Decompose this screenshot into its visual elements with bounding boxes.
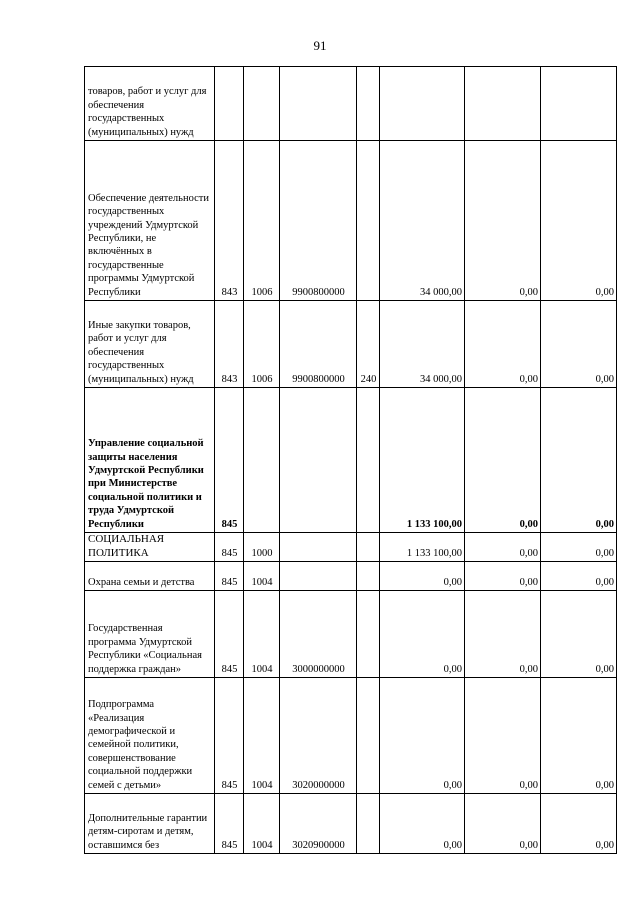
table-row bbox=[85, 562, 617, 591]
amount-2: 0,00 bbox=[465, 562, 541, 591]
amount-2: 0,00 bbox=[465, 141, 541, 301]
amount-3: 0,00 bbox=[541, 562, 617, 591]
table-row bbox=[85, 388, 617, 533]
target-article-code bbox=[280, 67, 357, 141]
target-article-code: 3020900000 bbox=[280, 794, 357, 854]
row-name: Управление социальной защиты населения Удмуртской Республики при Министерстве социальной политики и труда Удмуртской Республики bbox=[85, 388, 215, 533]
section-code: 1006 bbox=[244, 141, 280, 301]
amount-1: 0,00 bbox=[380, 794, 465, 854]
amount-2: 0,00 bbox=[465, 301, 541, 388]
amount-1: 34 000,00 bbox=[380, 301, 465, 388]
section-code bbox=[244, 67, 280, 141]
amount-1: 0,00 bbox=[380, 562, 465, 591]
row-name: Охрана семьи и детства bbox=[85, 562, 215, 591]
target-article-code: 9900800000 bbox=[280, 141, 357, 301]
table-row bbox=[85, 591, 617, 678]
section-code bbox=[244, 388, 280, 533]
amount-3: 0,00 bbox=[541, 301, 617, 388]
section-code: 1004 bbox=[244, 678, 280, 794]
budget-table bbox=[84, 66, 617, 854]
row-name: Иные закупки товаров, работ и услуг для обеспечения государственных (муниципальных) нужд bbox=[85, 301, 215, 388]
ved-code: 845 bbox=[215, 794, 244, 854]
expense-type-code bbox=[357, 533, 380, 562]
ved-code: 843 bbox=[215, 301, 244, 388]
amount-3: 0,00 bbox=[541, 678, 617, 794]
expense-type-code bbox=[357, 591, 380, 678]
table-row bbox=[85, 301, 617, 388]
table-row bbox=[85, 67, 617, 141]
amount-3: 0,00 bbox=[541, 388, 617, 533]
amount-2: 0,00 bbox=[465, 388, 541, 533]
ved-code: 845 bbox=[215, 562, 244, 591]
target-article-code bbox=[280, 533, 357, 562]
expense-type-code bbox=[357, 388, 380, 533]
amount-1 bbox=[380, 67, 465, 141]
section-code: 1000 bbox=[244, 533, 280, 562]
ved-code: 845 bbox=[215, 678, 244, 794]
expense-type-code bbox=[357, 794, 380, 854]
row-name: Обеспечение деятельности государственных учреждений Удмуртской Республики, не включённых в государственные программы Удмуртской Республики bbox=[85, 141, 215, 301]
ved-code: 843 bbox=[215, 141, 244, 301]
amount-1: 34 000,00 bbox=[380, 141, 465, 301]
expense-type-code bbox=[357, 678, 380, 794]
amount-3: 0,00 bbox=[541, 794, 617, 854]
section-code: 1004 bbox=[244, 562, 280, 591]
ved-code: 845 bbox=[215, 591, 244, 678]
page-number: 91 bbox=[313, 38, 327, 53]
ved-code: 845 bbox=[215, 388, 244, 533]
amount-2: 0,00 bbox=[465, 591, 541, 678]
amount-2: 0,00 bbox=[465, 533, 541, 562]
amount-2: 0,00 bbox=[465, 678, 541, 794]
table-row bbox=[85, 141, 617, 301]
ved-code bbox=[215, 67, 244, 141]
amount-3: 0,00 bbox=[541, 591, 617, 678]
target-article-code bbox=[280, 562, 357, 591]
amount-1: 1 133 100,00 bbox=[380, 533, 465, 562]
expense-type-code bbox=[357, 141, 380, 301]
row-name: Подпрограмма «Реализация демографической и семейной политики, совершенствование социальной поддержки семей с детьми» bbox=[85, 678, 215, 794]
amount-3: 0,00 bbox=[541, 141, 617, 301]
section-code: 1004 bbox=[244, 591, 280, 678]
amount-1: 0,00 bbox=[380, 678, 465, 794]
table-row bbox=[85, 794, 617, 854]
amount-2: 0,00 bbox=[465, 794, 541, 854]
amount-1: 1 133 100,00 bbox=[380, 388, 465, 533]
ved-code: 845 bbox=[215, 533, 244, 562]
target-article-code bbox=[280, 388, 357, 533]
amount-3 bbox=[541, 67, 617, 141]
section-code: 1004 bbox=[244, 794, 280, 854]
table-row bbox=[85, 533, 617, 562]
row-name: Государственная программа Удмуртской Республики «Социальная поддержка граждан» bbox=[85, 591, 215, 678]
expense-type-code: 240 bbox=[357, 301, 380, 388]
section-code: 1006 bbox=[244, 301, 280, 388]
expense-type-code bbox=[357, 562, 380, 591]
target-article-code: 3020000000 bbox=[280, 678, 357, 794]
table-row bbox=[85, 678, 617, 794]
row-name: Дополнительные гарантии детям-сиротам и детям, оставшимся без bbox=[85, 794, 215, 854]
row-name: СОЦИАЛЬНАЯ ПОЛИТИКА bbox=[85, 533, 215, 562]
amount-1: 0,00 bbox=[380, 591, 465, 678]
amount-3: 0,00 bbox=[541, 533, 617, 562]
row-name: товаров, работ и услуг для обеспечения государственных (муниципальных) нужд bbox=[85, 67, 215, 141]
target-article-code: 3000000000 bbox=[280, 591, 357, 678]
target-article-code: 9900800000 bbox=[280, 301, 357, 388]
amount-2 bbox=[465, 67, 541, 141]
expense-type-code bbox=[357, 67, 380, 141]
